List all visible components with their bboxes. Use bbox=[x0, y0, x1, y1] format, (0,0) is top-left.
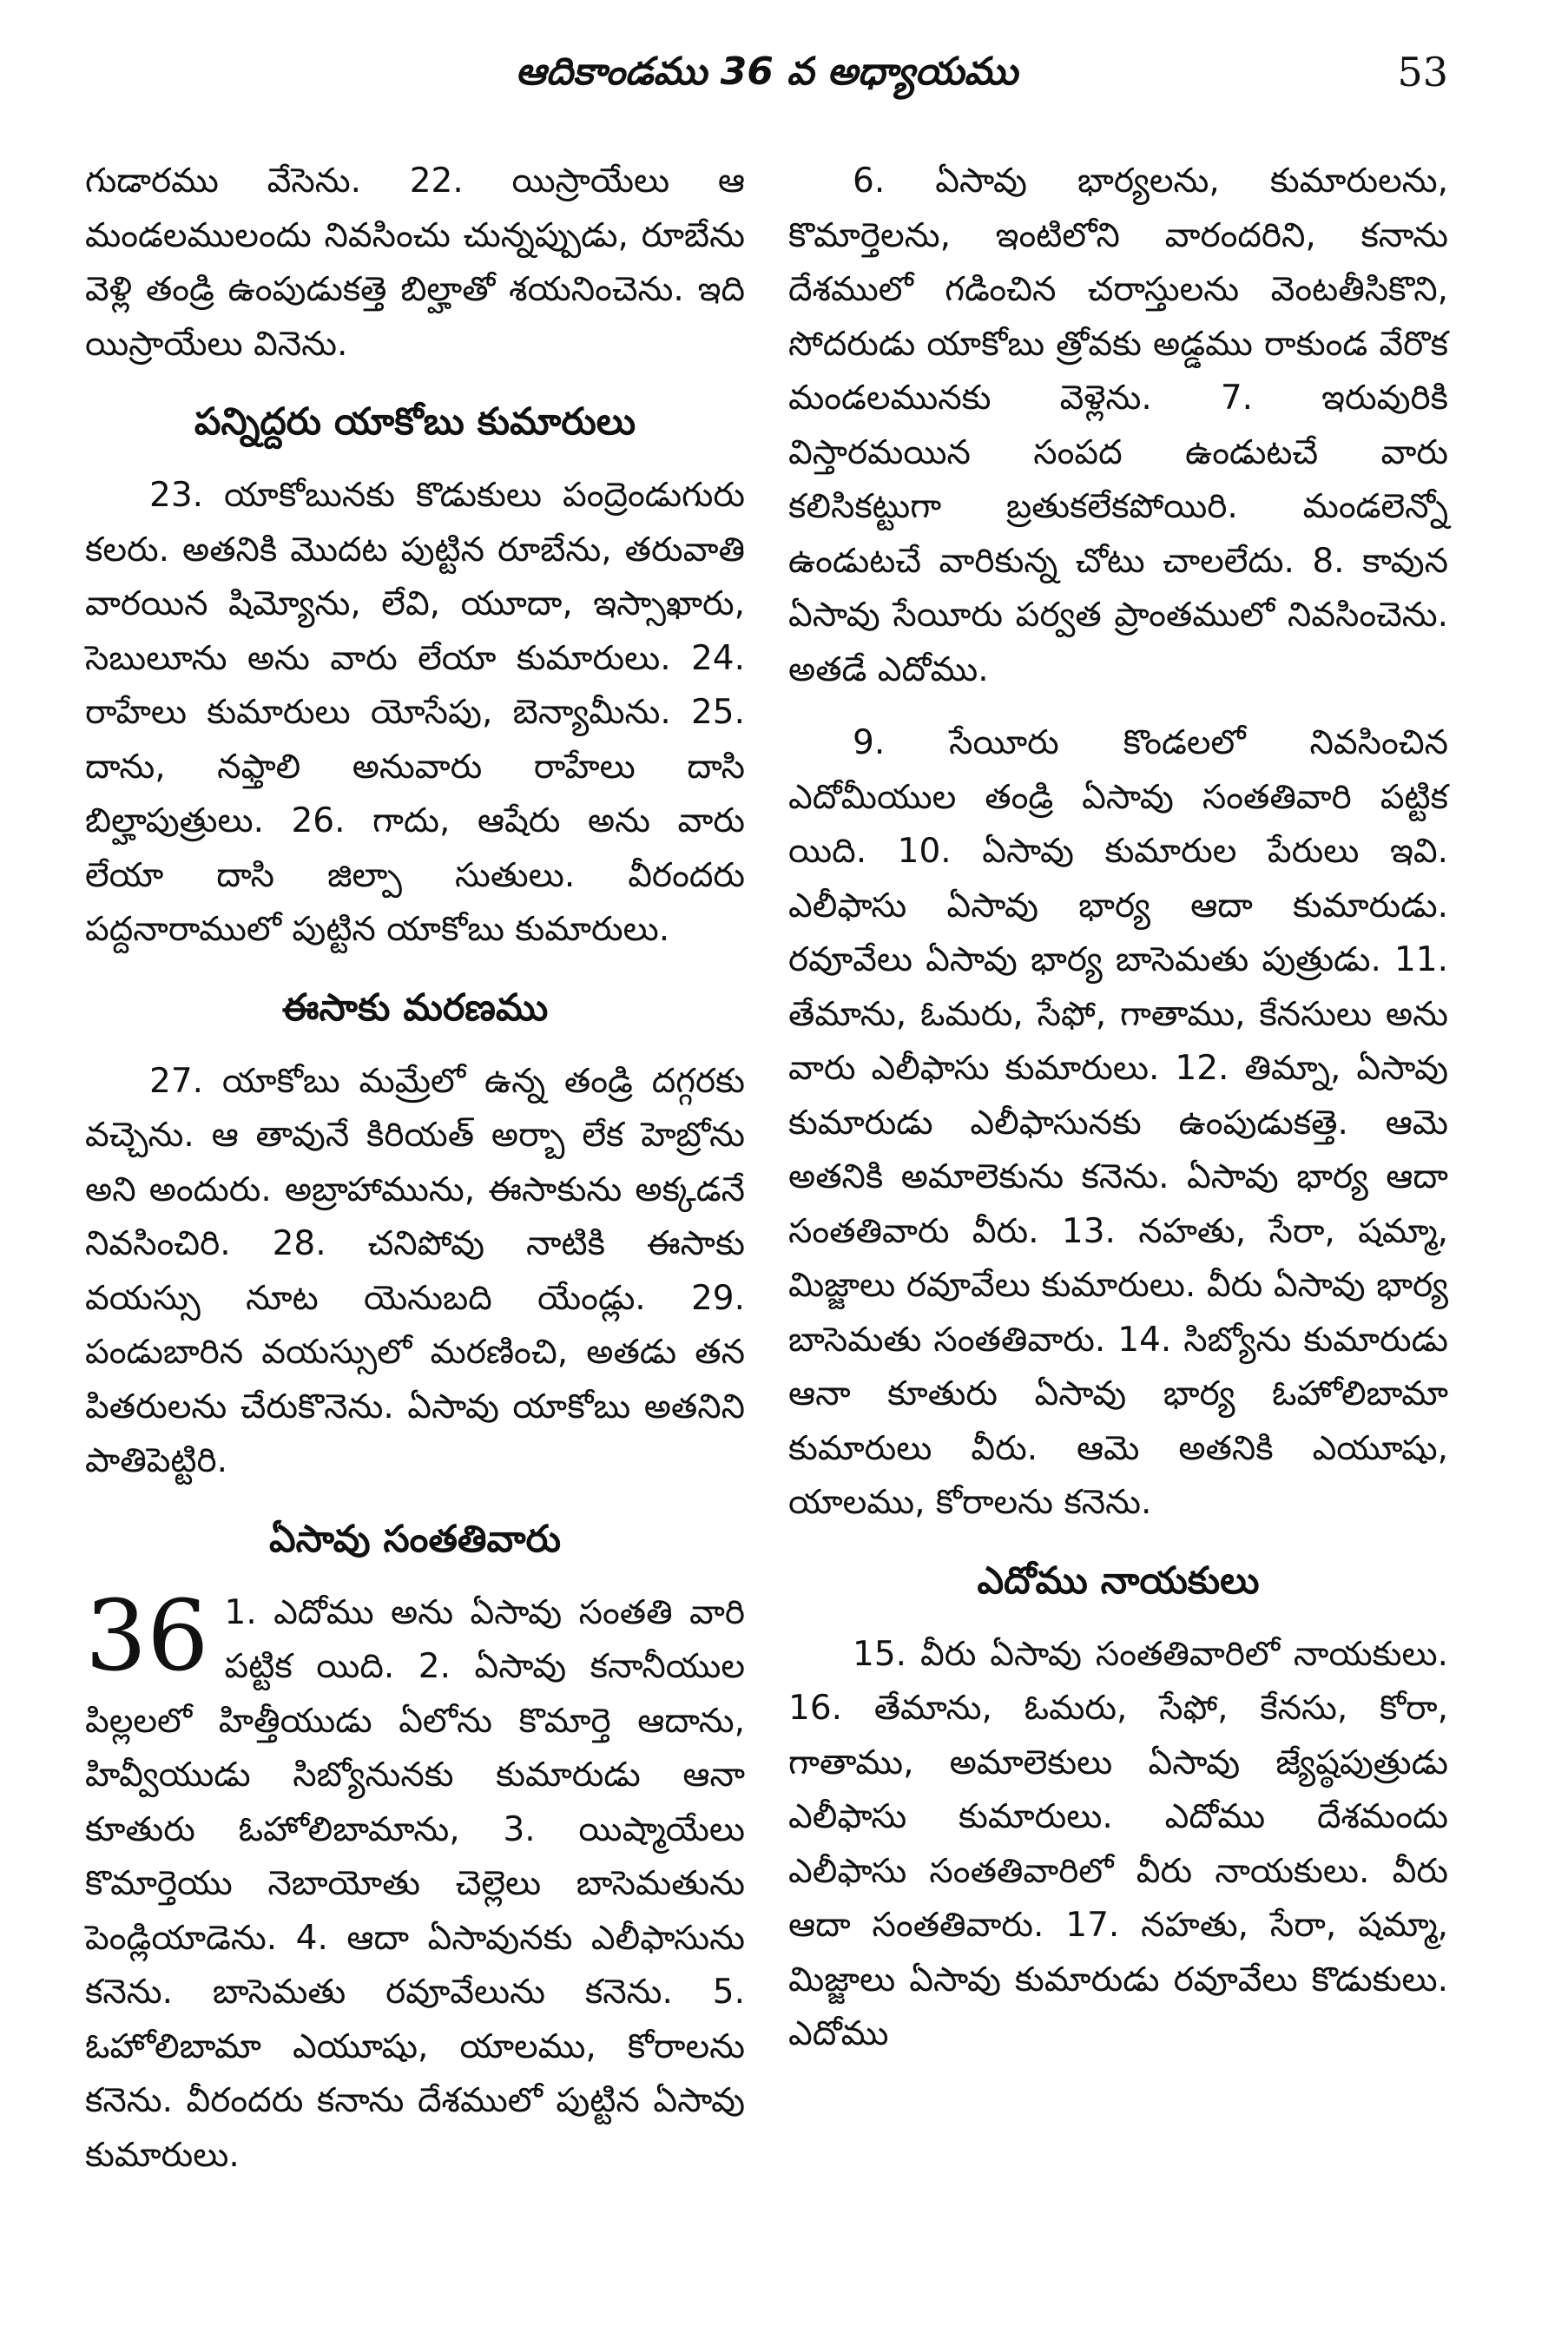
paragraph-verse-9: 9. సేయీరు కొండలలో నివసించిన ఎదోమీయుల తండ్రి ఏసావు సంతతివారి పట్టిక యిది. 10. ఏసావు కుమారుల పేరులు ఇవి. ఎలీఫాసు ఏసావు భార్య ఆదా కుమారుడు. రవూవేలు ఏసావు భార్య బాసెమతు పుత్రుడు. 11. తేమాను, ఓమరు, సేఫో, గాతాము, కేనసులు అను వారు ఎలీఫాసు కుమారులు. 12. తిమ్నా, ఏసావు కుమారుడు ఎలీఫాసునకు ఉంపుడుకత్తె. ఆమె అతనికి అమాలెకును కనెను. ఏసావు భార్య ఆదా సంతతివారు వీరు. 13. నహతు, సేరా, షమ్మా, మిజ్జాలు రవూవేలు కుమారులు. వీరు ఏసావు భార్య బాసెమతు సంతతివారు. 14. సిబ్యోను కుమారుడు ఆనా కూతురు ఏసావు భార్య ఓహోలిబామా కుమారులు వీరు. ఆమె అతనికి ఎయూషు, యాలము, కోరాలను కనెను. bbox=[788, 723, 1448, 1522]
section-heading-death-of-isaac: ఈసాకు మరణము bbox=[281, 985, 549, 1030]
page-number: 53 bbox=[1397, 49, 1448, 96]
page-header bbox=[85, 42, 1448, 102]
section-heading-descendants-of-esau: ఏసావు సంతతివారు bbox=[269, 1517, 561, 1561]
paragraph-continuation: గుడారము వేసెను. 22. యిస్రాయేలు ఆ మండలములందు నివసించు చున్నప్పుడు, రూబేను వెళ్లి తండ్రి ఉంపుడుకత్తె బిల్హాతో శయనించెను. ఇది యిస్రాయేలు వినెను. bbox=[85, 161, 745, 364]
paragraph-verse-6: 6. ఏసావు భార్యలను, కుమారులను, కొమార్తెలను, ఇంటిలోని వారందరిని, కనాను దేశములో గడించిన చరాస్తులను వెంటతీసికొని, సోదరుడు యాకోబు త్రోవకు అడ్డము రాకుండ వేరొక మండలమునకు వెళ్లెను. 7. ఇరువురికి విస్తారమయిన సంపద ఉండుటచే వారు కలిసికట్టుగా బ్రతుకలేకపోయిరి. మండలెన్నో ఉండుటచే వారికున్న చోటు చాలలేదు. 8. కావున ఏసావు సేయీరు పర్వత ప్రాంతములో నివసించెను. అతడే ఎదోము. bbox=[788, 161, 1448, 689]
running-title: ఆదికాండము 36 వ అధ్యాయము bbox=[515, 49, 1018, 94]
chapter-number: 36 bbox=[85, 1579, 209, 1693]
paragraph-verse-15: 15. వీరు ఏసావు సంతతివారిలో నాయకులు. 16. తేమాను, ఓమరు, సేఫో, కేనసు, కోరా, గాతాము, అమాలెకులు ఏసావు జ్యేష్ఠపుత్రుడు ఎలీఫాసు కుమారులు. ఎదోము దేశమందు ఎలీఫాసు సంతతివారిలో వీరు నాయకులు. వీరు ఆదా సంతతివారు. 17. నహతు, సేరా, షమ్మా, మిజ్జాలు ఏసావు కుమారుడు రవూవేలు కొడుకులు. ఎదోము bbox=[788, 1634, 1448, 2053]
left-column bbox=[85, 155, 745, 2183]
section-heading-twelve-sons: పన్నిద్దరు యాకోబు కుమారులు bbox=[194, 400, 636, 444]
paragraph-gap bbox=[788, 697, 1448, 716]
right-column bbox=[788, 155, 1448, 2062]
paragraph-verse-1: 1. ఎదోము అను ఏసావు సంతతి వారి పట్టిక యిది. 2. ఏసావు కనానీయుల పిల్లలలో హిత్తీయుడు ఏలోను కొమార్తె ఆదాను, హివ్వీయుడు సిబ్యోనునకు కుమారుడు ఆనా కూతురు ఓహోలిబామాను, 3. యిష్మాయేలు కొమార్తెయు నెబాయోతు చెల్లెలు బాసెమతును పెండ్లియాడెను. 4. ఆదా ఏసావునకు ఎలీఫాసును కనెను. బాసెమతు రవూవేలును కనెను. 5. ఓహోలిబామా ఎయూషు, యాలము, కోరాలను కనెను. వీరందరు కనాను దేశములో పుట్టిన ఏసావు కుమారులు. bbox=[85, 1592, 745, 2175]
paragraph-verse-27: 27. యాకోబు మమ్రేలో ఉన్న తండ్రి దగ్గరకు వచ్చెను. ఆ తావునే కిరియత్ అర్బా లేక హెబ్రోను అని అందురు. అబ్రాహామును, ఈసాకును అక్కడనే నివసించిరి. 28. చనిపోవు నాటికి ఈసాకు వయస్సు నూట యెనుబది యేండ్లు. 29. పండుబారిన వయస్సులో మరణించి, అతడు తన పితరులను చేరుకొనెను. ఏసావు యాకోబు అతనిని పాతిపెట్టిరి. bbox=[85, 1061, 745, 1480]
chapter-start bbox=[85, 1579, 745, 2184]
paragraph-verse-23: 23. యాకోబునకు కొడుకులు పంద్రెండుగురు కలరు. అతనికి మొదట పుట్టిన రూబేను, తరువాతి వారయిన షిమ్యోను, లేవి, యూదా, ఇస్సాఖారు, సెబులూను అను వారు లేయా కుమారులు. 24. రాహేలు కుమారులు యోసేపు, బెన్యామీను. 25. దాను, నఫ్తాలి అనువారు రాహేలు దాసి బిల్హాపుత్రులు. 26. గాదు, ఆషేరు అను వారు లేయా దాసి జిల్పా సుతులు. వీరందరు పద్దనారాములో పుట్టిన యాకోబు కుమారులు. bbox=[85, 476, 745, 949]
section-heading-chiefs-of-edom: ఎదోము నాయకులు bbox=[977, 1558, 1260, 1603]
